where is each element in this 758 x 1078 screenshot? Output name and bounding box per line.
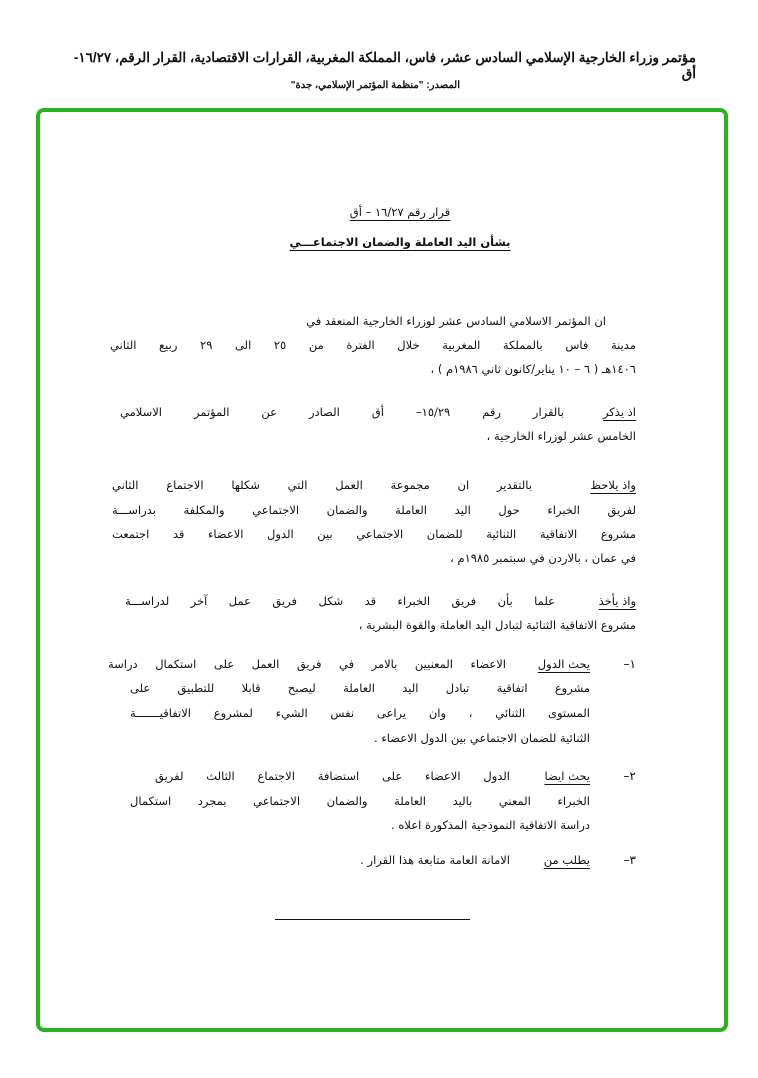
operative-line: الثنائية للضمان الاجتماعي بين الدول الاعضاء . [374,731,590,745]
noting-line: مشروع الاتفاقية الثنائية للضمان الاجتماعي بين الدول الاعضاء قد اجتمعت [112,527,636,541]
operative-number: ١– [623,657,636,671]
operative-line: الاعضاء المعنيين بالامر في فريق العمل على استكمال دراسة [108,657,506,671]
recalling-keyword: اذ يذكر [602,405,636,419]
taking-note-line: علما بأن فريق الخبراء قد شكل فريق عمل آخر لدراســـة [125,594,555,608]
taking-note-keyword: واذ يأخذ [598,594,636,608]
closing-rule [275,919,470,920]
operative-line: الامانة العامة متابعة هذا القرار . [360,853,510,867]
document-source: المصدر: "منظمة المؤتمر الإسلامي، جدة" [290,80,460,91]
operative-line: الخبراء المعني باليد العاملة والضمان الاجتماعي بمجرد استكمال [130,794,590,808]
operative-line: الدول الاعضاء على استضافة الاجتماع الثالث لفريق [155,769,510,783]
operative-line: مشروع اتفاقية تبادل اليد العاملة ليصبح قابلا للتطبيق على [130,681,590,695]
recalling-line: بالقرار رقم ١٥/٢٩– أق الصادر عن المؤتمر الاسلامي [120,405,565,419]
resolution-number: قرار رقم ١٦/٢٧ – أق [349,205,451,219]
operative-number: ٢– [623,769,636,783]
document-header-title: مؤتمر وزراء الخارجية الإسلامي السادس عشر، فاس، المملكة المغربية، القرارات الاقتصادية، القرار الرقم، ١٦/٢٧-أق [73,50,696,81]
noting-line: لفريق الخبراء حول اليد العاملة والضمان الاجتماعي والمكلفة بدراســـة [112,503,636,517]
taking-note-line: مشروع الاتفاقية الثنائية لتبادل اليد العاملة والقوة البشرية ، [358,618,636,632]
preamble-line: ان المؤتمر الاسلامي السادس عشر لوزراء الخارجية المنعقد في [306,314,606,328]
preamble-line: ١٤٠٦هـ ( ٦ – ١٠ يناير/كانون ثاني ١٩٨٦م ) ، [430,362,636,376]
resolution-subject: بشأن اليد العاملة والضمان الاجتماعـــي [289,235,511,249]
operative-line: دراسة الاتفاقية النموذجية المذكورة اعلاه . [391,818,590,832]
operative-keyword: يحث الدول [537,657,590,671]
operative-number: ٣– [623,853,636,867]
preamble-line: مدينة فاس بالمملكة المغربية خلال الفترة من ٢٥ الى ٢٩ ربيع الثاني [110,338,636,352]
operative-line: المستوى الثنائي ، وان يراعى نفس الشيء لمشروع الاتفاقيـــــــة [130,706,590,720]
operative-keyword: يحث ايضا [544,769,590,783]
noting-keyword: واذ يلاحظ [590,478,636,492]
operative-keyword: يطلب من [543,853,590,867]
noting-line: في عمان ، بالاردن في سبتمبر ١٩٨٥م ، [450,551,636,565]
noting-line: بالتقدير ان مجموعة العمل التي شكلها الاجتماع الثاني [112,478,532,492]
recalling-line: الخامس عشر لوزراء الخارجية ، [486,429,636,443]
